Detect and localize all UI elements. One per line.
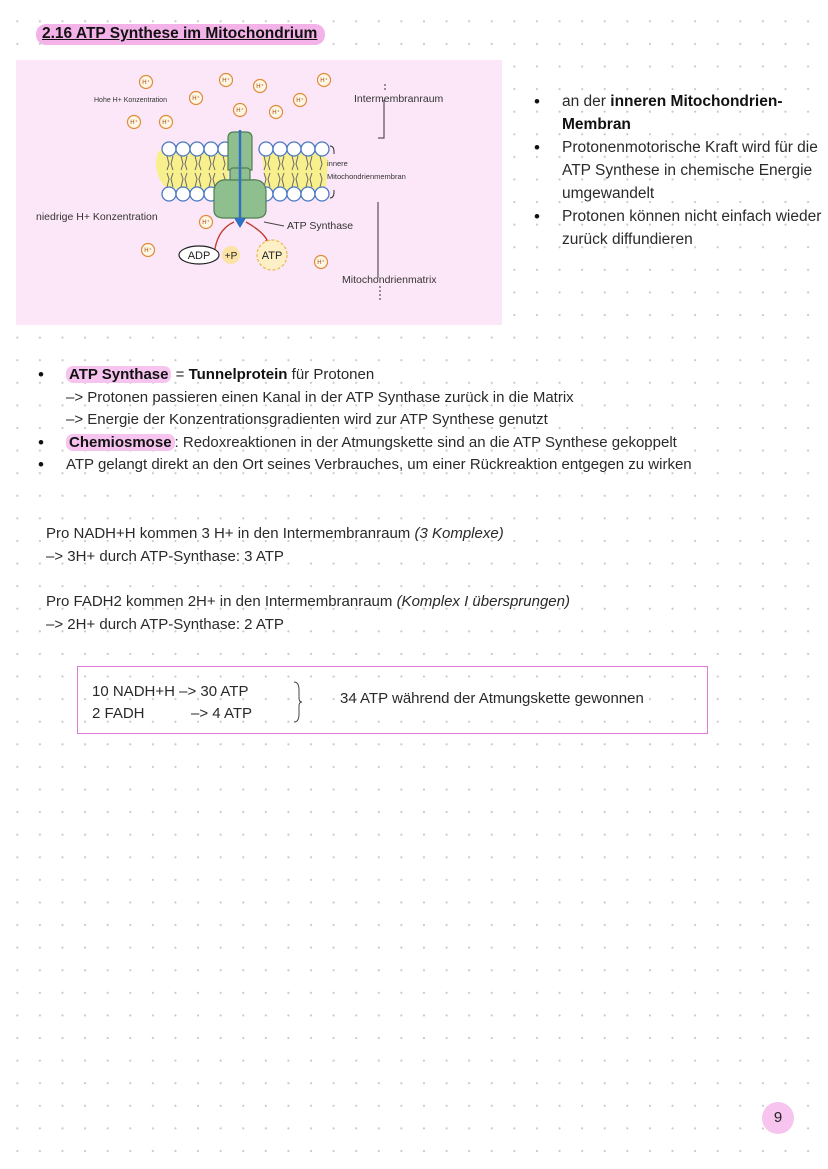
nadh-result: –> 3H+ durch ATP-Synthase: 3 ATP [46,547,284,565]
svg-text:H⁺: H⁺ [130,120,138,126]
svg-text:H⁺: H⁺ [222,78,230,84]
plus-p-label: +P [224,251,238,262]
svg-text:H⁺: H⁺ [317,260,325,266]
atp-synthase-diagram [16,60,502,325]
fadh-line: Pro FADH2 kommen 2H+ in den Intermembranraum (Komplex I übersprungen) [46,593,570,610]
atp-synthase-label: ATP Synthase [287,220,354,232]
svg-text:H⁺: H⁺ [320,78,328,84]
svg-text:H⁺: H⁺ [144,248,152,254]
main-bullet-list [38,364,828,477]
high-conc-label: Hohe H+ Konzentration [94,97,167,104]
sub-energy-gradient: –> Energie der Konzentrationsgradienten wird zur ATP Synthese genutzt [66,411,548,428]
low-conc-label: niedrige H+ Konzentration [36,211,158,223]
svg-text:H⁺: H⁺ [202,220,210,226]
page-number: 9 [762,1102,794,1134]
diagram-svg [16,60,502,325]
svg-text:H⁺: H⁺ [192,96,200,102]
adp-label: ADP [187,250,211,262]
svg-text:H⁺: H⁺ [256,84,264,90]
sub-protons-channel: –> Protonen passieren einen Kanal in der ATP Synthase zurück in die Matrix [66,388,574,406]
atp-label: ATP [261,250,283,262]
svg-text:H⁺: H⁺ [296,98,304,104]
fadh-calc [46,591,570,636]
bullet-atp-location: • ATP gelangt direkt an den Ort seines Verbrauches, um einer Rückreaktion entgegen zu wirken [38,454,828,477]
box-line-1: 10 NADH+H –> 30 ATP [92,683,249,700]
box-line-2-right: –> 4 ATP [191,705,253,722]
page-title: 2.16 ATP Synthese im Mitochondrium [36,24,325,45]
matrix-label: Mitochondrienmatrix [342,274,437,286]
box-summary: 34 ATP während der Atmungskette gewonnen [340,690,644,707]
right-bullet-list [534,90,824,251]
box-brace [292,680,304,724]
intermembrane-label: Intermembranraum [354,93,444,105]
nadh-calc [46,523,504,568]
svg-text:H⁺: H⁺ [236,108,244,114]
nadh-line: Pro NADH+H kommen 3 H+ in den Intermembranraum (3 Komplexe) [46,525,504,542]
bullet-protonmotive: • Protonenmotorische Kraft wird für die ATP Synthese in chemische Energie umgewandelt [534,136,824,205]
bullet-no-diffusion: • Protonen können nicht einfach wieder zurück diffundieren [534,205,824,251]
box-line-2-left: 2 FADH [92,705,145,722]
bullet-membrane: • an der inneren Mitochondrien-Membran [534,90,824,136]
fadh-result: –> 2H+ durch ATP-Synthase: 2 ATP [46,615,284,633]
bullet-chemiosmose: • Chemiosmose : Redoxreaktionen in der Atmungskette sind an die ATP Synthese gekoppelt [38,432,828,455]
svg-text:H⁺: H⁺ [142,80,150,86]
inner-membrane-label-1: innere [327,159,348,168]
bullet-atp-synthase: • ATP Synthase = Tunnelprotein für Protonen [38,364,828,387]
inner-membrane-label-2: Mitochondrienmembran [327,172,406,181]
svg-text:H⁺: H⁺ [272,110,280,116]
svg-text:H⁺: H⁺ [162,120,170,126]
